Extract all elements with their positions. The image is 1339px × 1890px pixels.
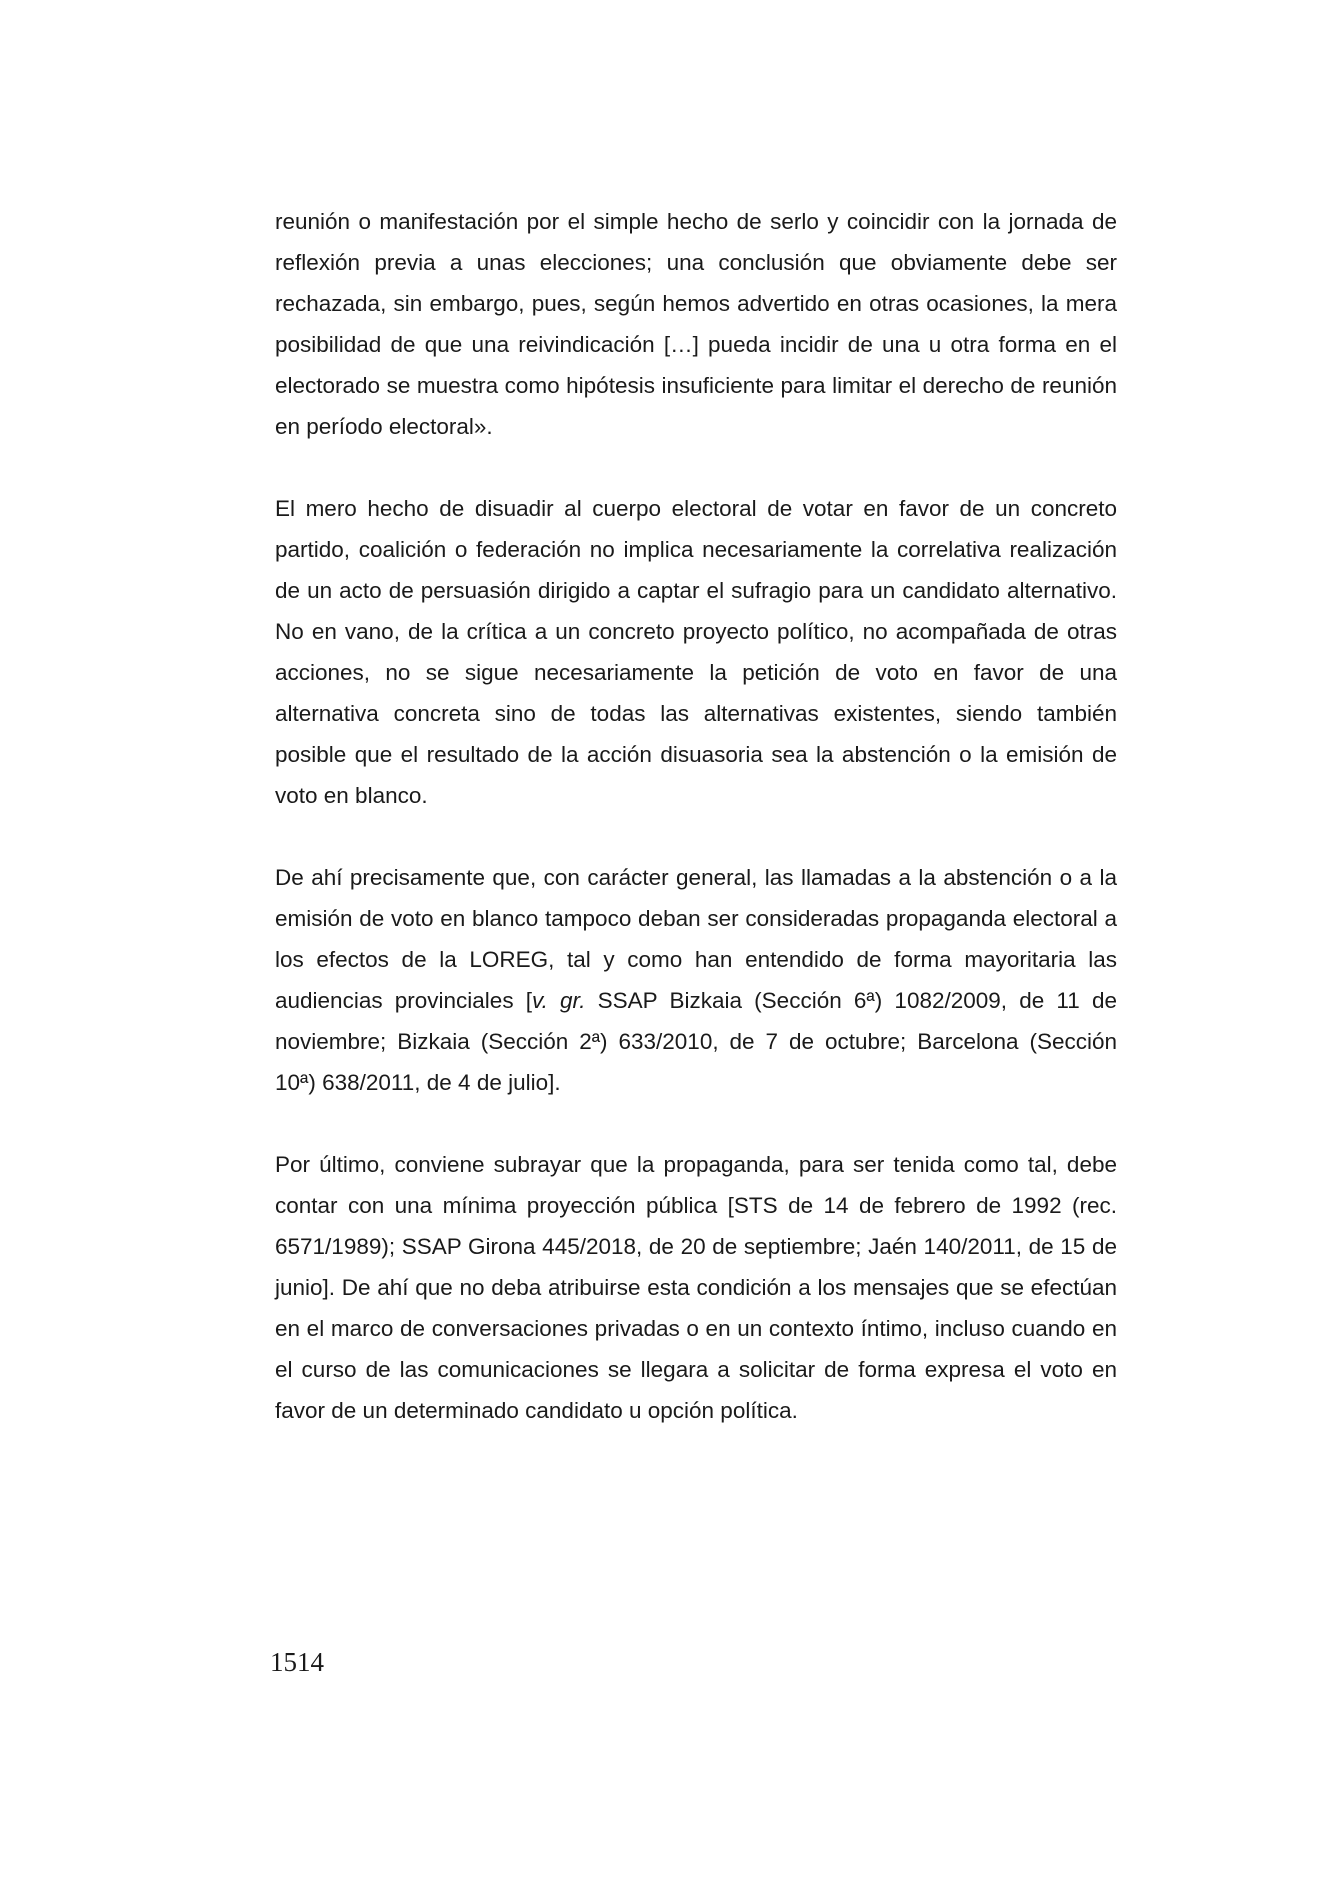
paragraph-1 bbox=[275, 201, 1117, 447]
text-run: De ahí precisamente que, con carácter general, las llamadas a la abstención o a la emisión de voto en blanco tampoco deban ser consideradas propaganda electoral a los efectos de la LOREG, tal y como han entendido de forma mayoritaria las audiencias provinciales [ bbox=[275, 865, 1117, 1013]
body-text bbox=[275, 201, 1117, 1431]
paragraph-2 bbox=[275, 488, 1117, 816]
text-run: El mero hecho de disuadir al cuerpo electoral de votar en favor de un concreto partido, coalición o federación no implica necesariamente la correlativa realización de un acto de persuasión dirigido a captar el sufragio para un candidato alternativo. No en vano, de la crítica a un concreto proyecto político, no acompañada de otras acciones, no se sigue necesariamente la petición de voto en favor de una alternativa concreta sino de todas las alternativas existentes, siendo también posible que el resultado de la acción disuasoria sea la abstención o la emisión de voto en blanco. bbox=[275, 496, 1117, 808]
text-run: reunión o manifestación por el simple hecho de serlo y coincidir con la jornada de reflexión previa a unas elecciones; una conclusión que obviamente debe ser rechazada, sin embargo, pues, según hemos advertido en otras ocasiones, la mera posibilidad de que una reivindicación […] pueda incidir de una u otra forma en el electorado se muestra como hipótesis insuficiente para limitar el derecho de reunión en período electoral». bbox=[275, 209, 1117, 439]
page-number: 1514 bbox=[270, 1647, 324, 1677]
paragraph-3 bbox=[275, 857, 1117, 1103]
text-run: SSAP Bizkaia (Sección 6ª) 1082/2009, de 11 de noviembre; Bizkaia (Sección 2ª) 633/2010, de 7 de octubre; Barcelona (Sección 10ª) 638/2011, de 4 de julio]. bbox=[275, 988, 1118, 1095]
text-run: Por último, conviene subrayar que la propaganda, para ser tenida como tal, debe contar con una mínima proyección pública [STS de 14 de febrero de 1992 (rec. 6571/1989); SSAP Girona 445/2018, de 20 de septiembre; Jaén 140/2011, de 15 de junio]. De ahí que no deba atribuirse esta condición a los mensajes que se efectúan en el marco de conversaciones privadas o en un contexto íntimo, incluso cuando en el curso de las comunicaciones se llegara a solicitar de forma expresa el voto en favor de un determinado candidato u opción política. bbox=[275, 1152, 1117, 1423]
paragraph-4 bbox=[275, 1144, 1117, 1431]
italic-text: v. gr. bbox=[532, 988, 586, 1013]
